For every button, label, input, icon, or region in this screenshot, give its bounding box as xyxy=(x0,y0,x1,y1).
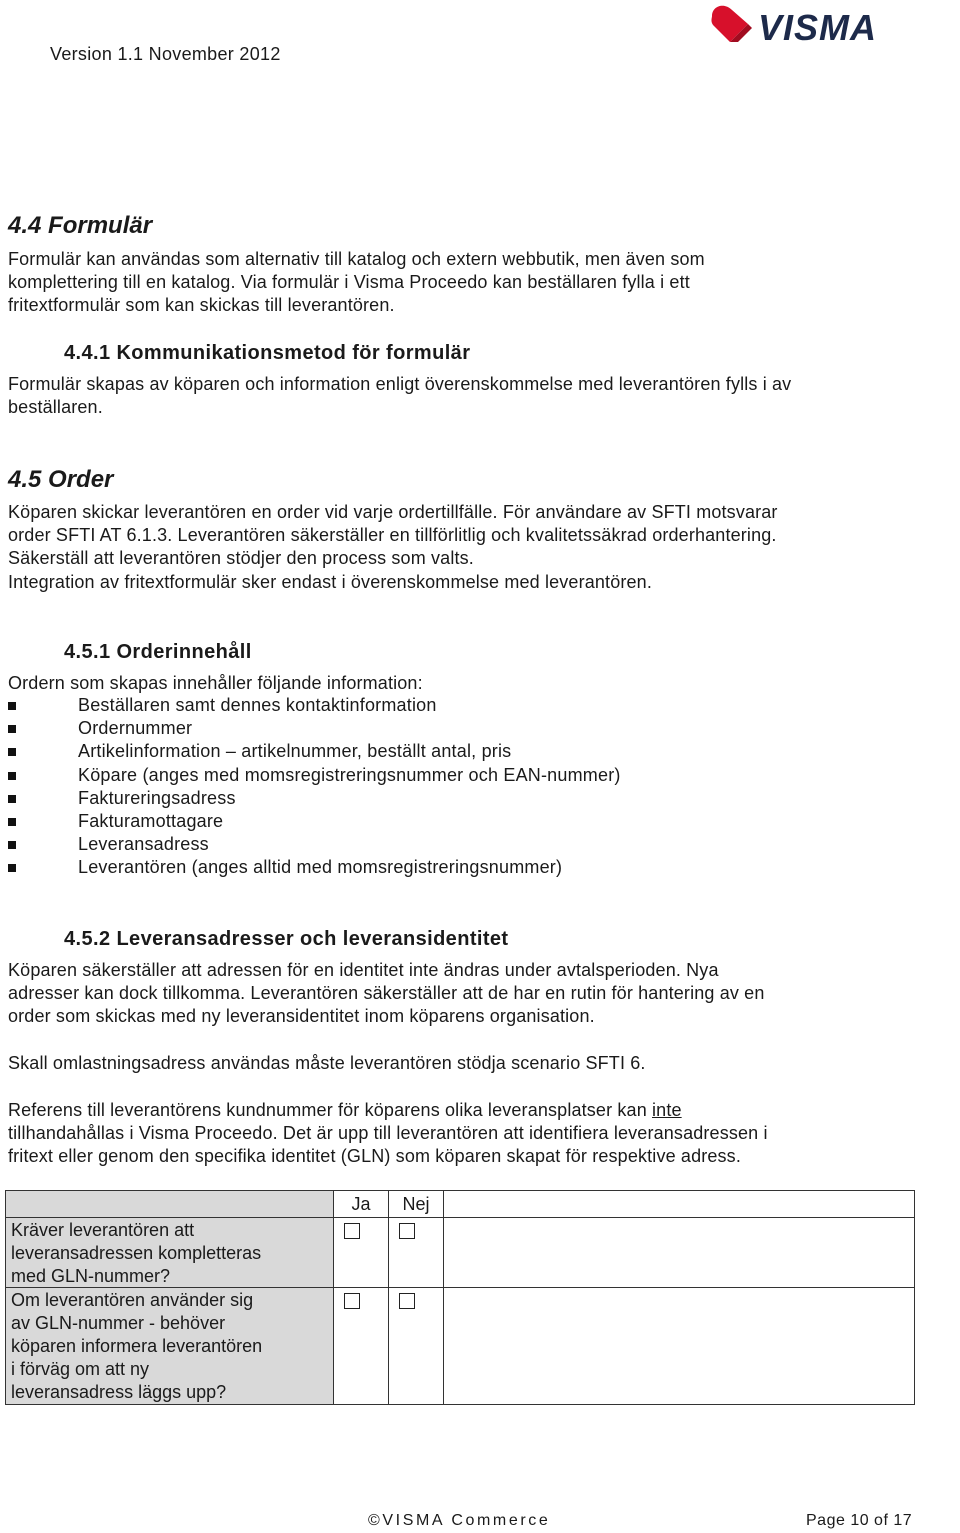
table-header-yes: Ja xyxy=(334,1191,389,1218)
list-item: Fakturamottagare xyxy=(8,810,621,833)
yes-checkbox[interactable] xyxy=(344,1293,360,1309)
bullet-icon xyxy=(8,748,16,756)
visma-logo xyxy=(708,2,922,48)
emphasis-underline: inte xyxy=(652,1100,682,1120)
section-title-4-4: 4.4 Formulär xyxy=(8,212,153,239)
table-header-empty xyxy=(6,1191,334,1218)
bullet-icon xyxy=(8,725,16,733)
table-header-comment xyxy=(444,1191,914,1218)
list-item: Leveransadress xyxy=(8,833,621,856)
list-item: Faktureringsadress xyxy=(8,787,621,810)
bullet-icon xyxy=(8,818,16,826)
paragraph-4-4: Formulär kan användas som alternativ till katalog och extern webbutik, men även som komplettering till en katalog. Via formulär i Visma Proceedo kan beställaren fylla i ett fritextformulär som kan skickas till leverantören. xyxy=(8,249,705,316)
list-item: Leverantören (anges alltid med momsregistreringsnummer) xyxy=(8,856,621,879)
bullet-icon xyxy=(8,864,16,872)
page-number: Page 10 of 17 xyxy=(806,1512,913,1529)
list-item: Ordernummer xyxy=(8,717,621,740)
table-cell-yes xyxy=(334,1218,389,1288)
order-content-intro: Ordern som skapas innehåller följande information: xyxy=(8,673,423,693)
gln-question-table xyxy=(5,1190,915,1405)
document-version: Version 1.1 November 2012 xyxy=(50,44,281,64)
bullet-icon xyxy=(8,772,16,780)
section-title-4-5-2: 4.5.2 Leveransadresser och leveransidentitet xyxy=(64,928,509,950)
section-title-4-4-1: 4.4.1 Kommunikationsmetod för formulär xyxy=(64,342,471,364)
section-title-4-5: 4.5 Order xyxy=(8,466,114,493)
bullet-icon xyxy=(8,795,16,803)
paragraph-4-5-2-c: Referens till leverantörens kundnummer för köparens olika leveransplatser kan inte tillhandahållas i Visma Proceedo. Det är upp till leverantören att identifiera leveransadressen i fritext eller genom den specifika identitet (GLN) som köparen skapat för respektive adress. xyxy=(8,1100,768,1167)
no-checkbox[interactable] xyxy=(399,1293,415,1309)
table-row-question: Om leverantören använder sig av GLN-nummer - behöver köparen informera leverantören i förväg om att ny leveransadress läggs upp? xyxy=(6,1288,334,1404)
yes-checkbox[interactable] xyxy=(344,1223,360,1239)
table-cell-no xyxy=(389,1218,444,1288)
order-content-list xyxy=(8,694,621,880)
table-row-question: Kräver leverantören att leveransadressen kompletteras med GLN-nummer? xyxy=(6,1218,334,1288)
svg-text:VISMA: VISMA xyxy=(758,7,878,48)
table-cell-yes xyxy=(334,1288,389,1404)
table-cell-comment xyxy=(444,1288,914,1404)
footer-copyright: ©VISMA Commerce xyxy=(368,1512,551,1529)
list-item: Artikelinformation – artikelnummer, beställt antal, pris xyxy=(8,740,621,763)
table-cell-comment xyxy=(444,1218,914,1288)
paragraph-4-5: Köparen skickar leverantören en order vid varje ordertillfälle. För användare av SFTI motsvarar order SFTI AT 6.1.3. Leverantören säkerställer en tillförlitlig och kvalitetssäkrad orderhantering. Säkerställ att leverantören stödjer den process som valts. Integration av fritextformulär sker endast i överenskommelse med leverantören. xyxy=(8,502,778,592)
table-header-no: Nej xyxy=(389,1191,444,1218)
list-item: Beställaren samt dennes kontaktinformation xyxy=(8,694,621,717)
table-cell-no xyxy=(389,1288,444,1404)
section-title-4-5-1: 4.5.1 Orderinnehåll xyxy=(64,641,252,663)
paragraph-4-5-2-a: Köparen säkerställer att adressen för en identitet inte ändras under avtalsperioden. Nya adresser kan dock tillkomma. Leverantören säkerställer att de har en rutin för hantering av en order som skickas med ny leveransidentitet inom köparens organisation. xyxy=(8,960,765,1027)
bullet-icon xyxy=(8,841,16,849)
paragraph-4-5-2-b: Skall omlastningsadress användas måste leverantören stödja scenario SFTI 6. xyxy=(8,1053,646,1073)
list-item: Köpare (anges med momsregistreringsnummer och EAN-nummer) xyxy=(8,764,621,787)
no-checkbox[interactable] xyxy=(399,1223,415,1239)
paragraph-4-4-1: Formulär skapas av köparen och information enligt överenskommelse med leverantören fylls i av beställaren. xyxy=(8,374,792,418)
bullet-icon xyxy=(8,702,16,710)
